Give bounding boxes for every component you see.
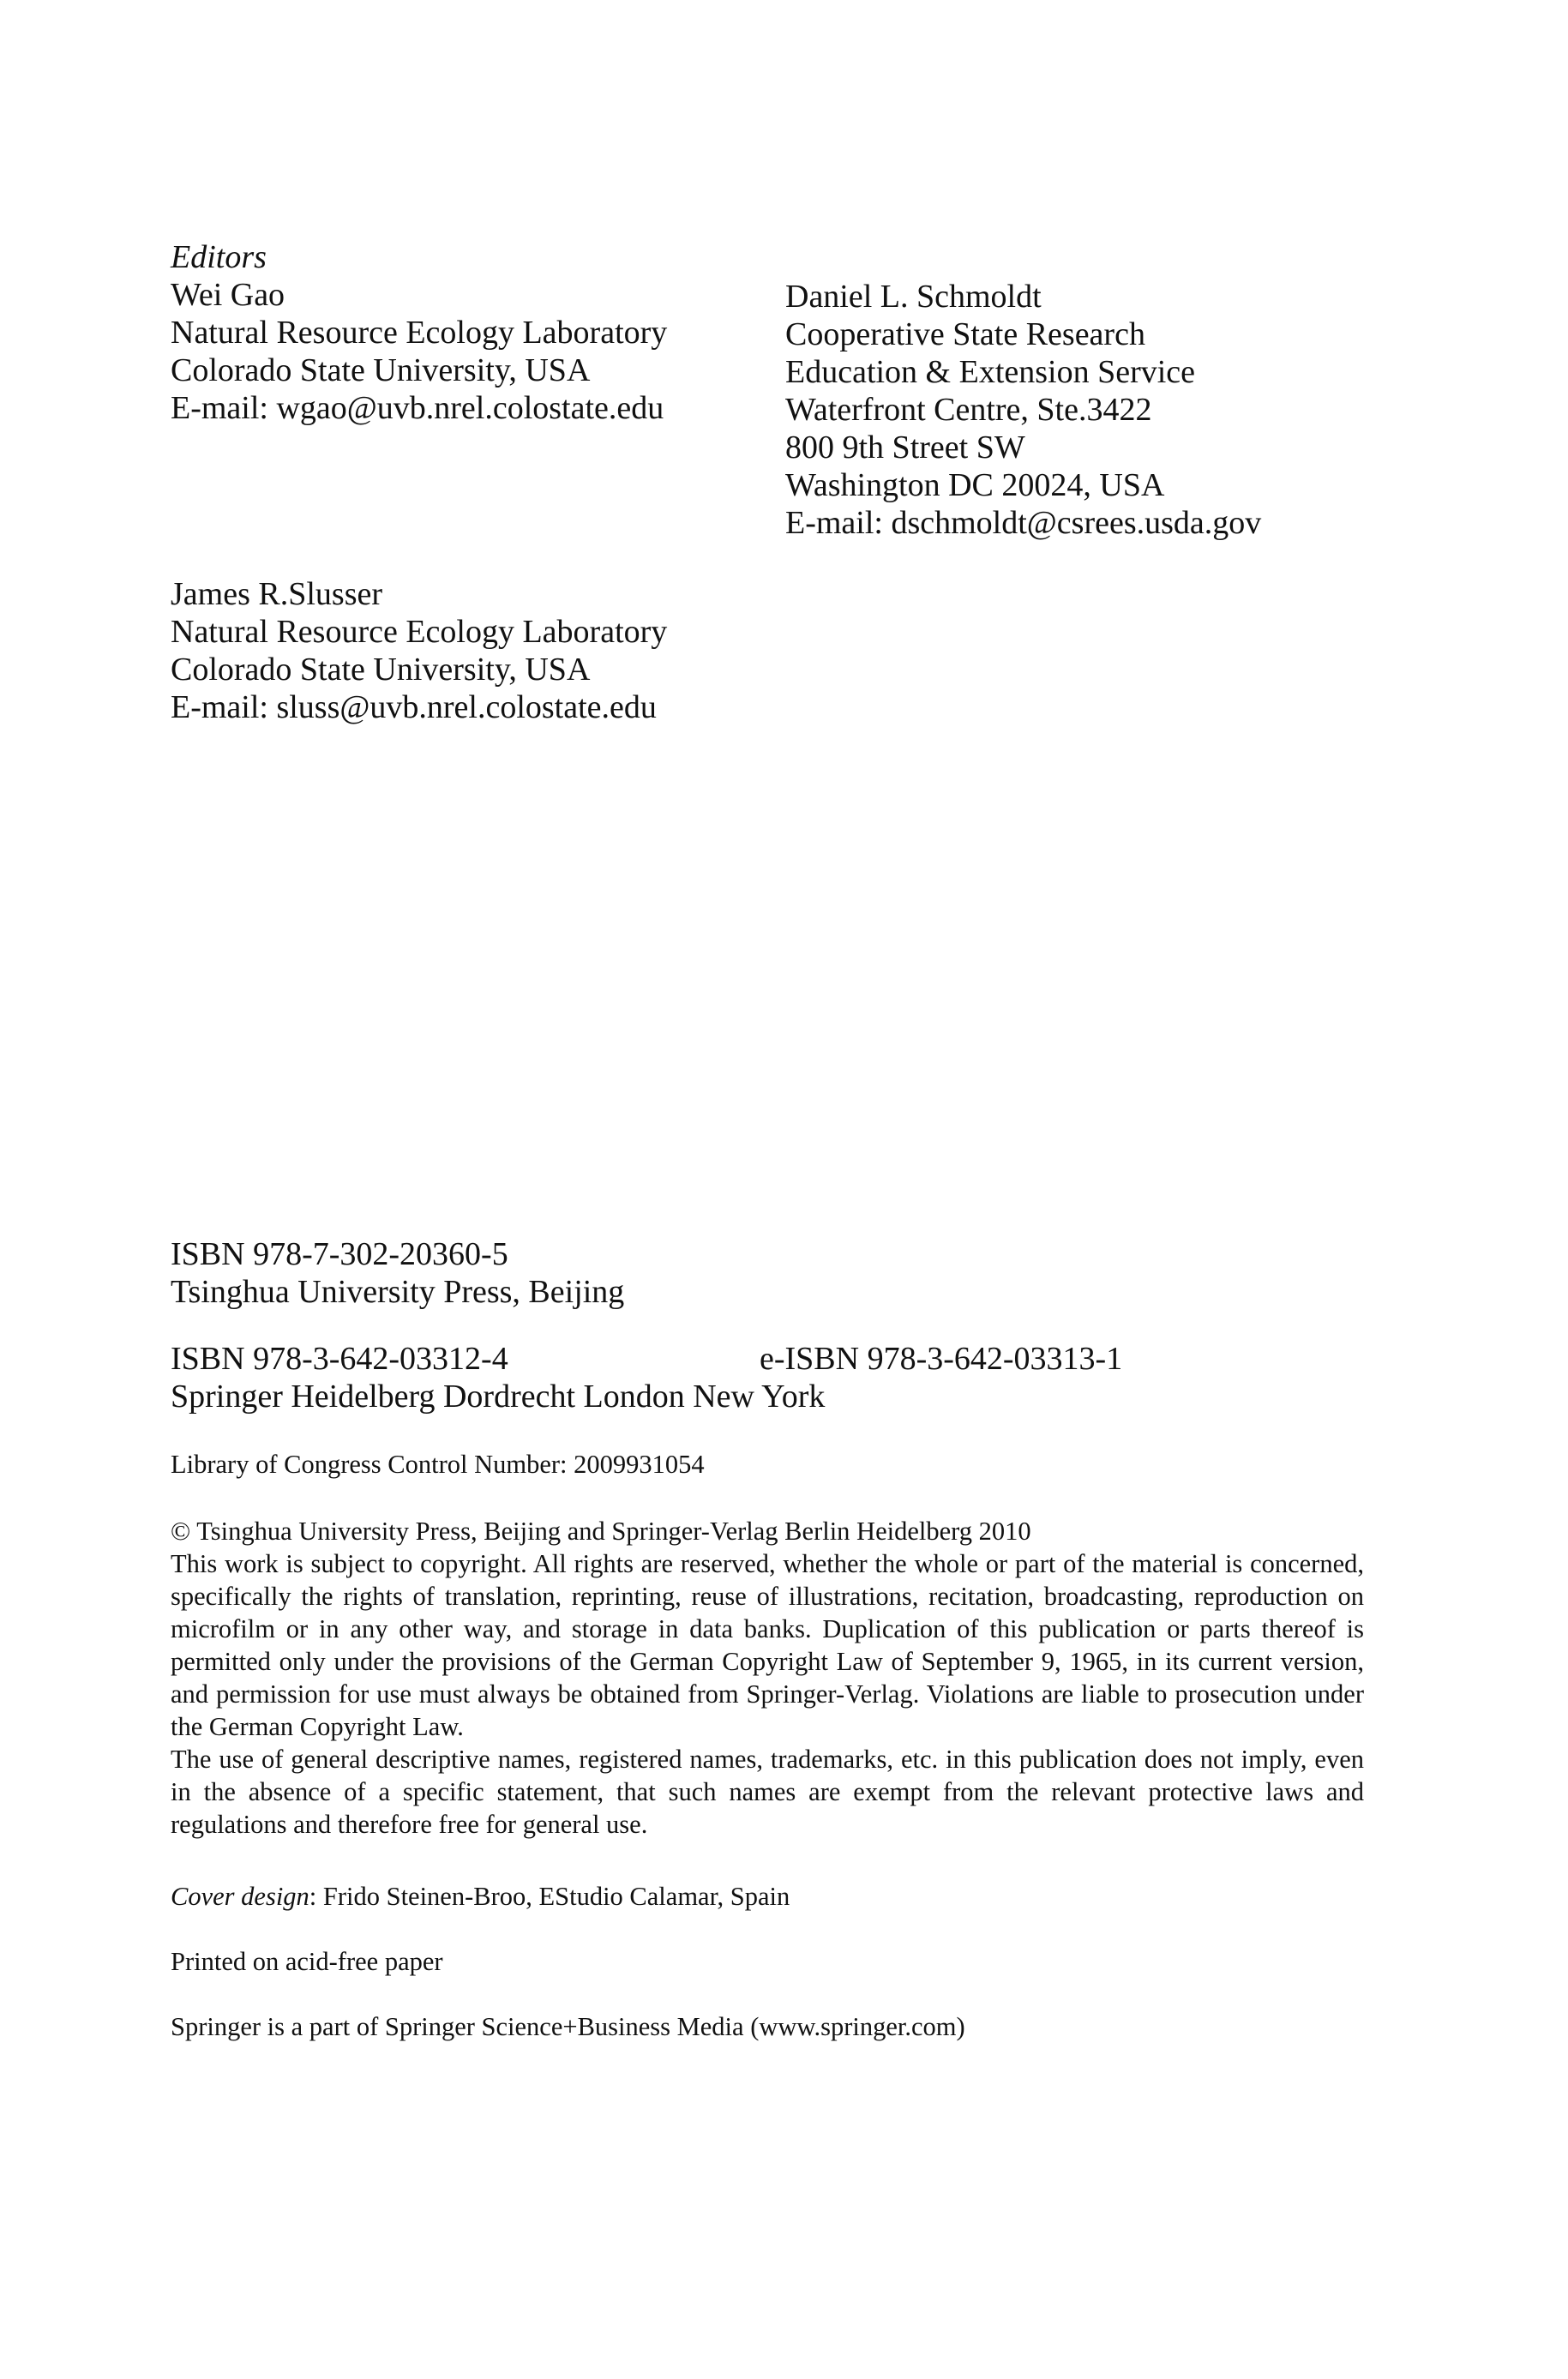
editor-affiliation-line: Education & Extension Service	[785, 354, 1196, 390]
editor-affiliation-line: Cooperative State Research	[785, 316, 1145, 352]
editor-name: James R.Slusser	[171, 576, 382, 612]
editor-daniel-schmoldt	[785, 278, 1261, 542]
cover-design-value: : Frido Steinen-Broo, EStudio Calamar, Spain	[309, 1882, 790, 1911]
publisher-tsinghua: Tsinghua University Press, Beijing	[171, 1274, 625, 1310]
isbn-tsinghua: ISBN 978-7-302-20360-5	[171, 1236, 508, 1272]
editor-james-slusser	[171, 575, 667, 726]
editor-email: E-mail: dschmoldt@csrees.usda.gov	[785, 505, 1262, 541]
isbn-springer: ISBN 978-3-642-03312-4	[171, 1341, 508, 1377]
editor-affiliation-line: Natural Resource Ecology Laboratory	[171, 614, 668, 650]
editor-wei-gao	[171, 276, 667, 427]
editor-name: Wei Gao	[171, 277, 285, 313]
loc-block	[171, 1448, 705, 1481]
copyright-block	[171, 1515, 1364, 1841]
printed-note-block	[171, 1945, 443, 1978]
cover-design-label: Cover design	[171, 1882, 309, 1911]
loc-number: Library of Congress Control Number: 2009931054	[171, 1450, 705, 1479]
editor-address-line: Washington DC 20024, USA	[785, 467, 1165, 503]
editor-email: E-mail: sluss@uvb.nrel.colostate.edu	[171, 689, 657, 725]
printed-note: Printed on acid-free paper	[171, 1947, 443, 1976]
eisbn-block	[760, 1340, 1122, 1378]
editor-name: Daniel L. Schmoldt	[785, 279, 1042, 315]
editor-email: E-mail: wgao@uvb.nrel.colostate.edu	[171, 390, 664, 426]
publisher-springer-locations: Springer Heidelberg Dordrecht London New York	[171, 1379, 826, 1415]
copyright-line: © Tsinghua University Press, Beijing and Springer-Verlag Berlin Heidelberg 2010	[171, 1517, 1031, 1546]
editor-affiliation-line: Colorado State University, USA	[171, 652, 591, 688]
trademark-paragraph: The use of general descriptive names, registered names, trademarks, etc. in this publication does not imply, even in the absence of a specific statement, that such names are exempt from the relevant protective laws and regulations and therefore free for general use.	[171, 1745, 1364, 1839]
tsinghua-isbn-block	[171, 1235, 624, 1311]
springer-note: Springer is a part of Springer Science+Business Media (www.springer.com)	[171, 2012, 965, 2041]
editors-heading: Editors	[171, 239, 267, 275]
copyright-paragraph: This work is subject to copyright. All rights are reserved, whether the whole or part of the material is concerned, specifically the rights of translation, reprinting, reuse of illustrations, recitation, broadcasting, reproduction on microfilm or in any other way, and storage in data banks. Duplication of this publication or parts thereof is permitted only under the provisions of the German Copyright Law of September 9, 1965, in its current version, and permission for use must always be obtained from Springer-Verlag. Violations are liable to prosecution under the German Copyright Law.	[171, 1549, 1364, 1741]
editor-address-line: 800 9th Street SW	[785, 430, 1025, 466]
springer-note-block	[171, 2010, 965, 2043]
springer-isbn-block	[171, 1340, 825, 1415]
eisbn-springer: e-ISBN 978-3-642-03313-1	[760, 1341, 1123, 1377]
editor-affiliation-line: Colorado State University, USA	[171, 352, 591, 388]
editor-address-line: Waterfront Centre, Ste.3422	[785, 392, 1152, 428]
editor-affiliation-line: Natural Resource Ecology Laboratory	[171, 315, 668, 351]
cover-design-block	[171, 1880, 790, 1913]
